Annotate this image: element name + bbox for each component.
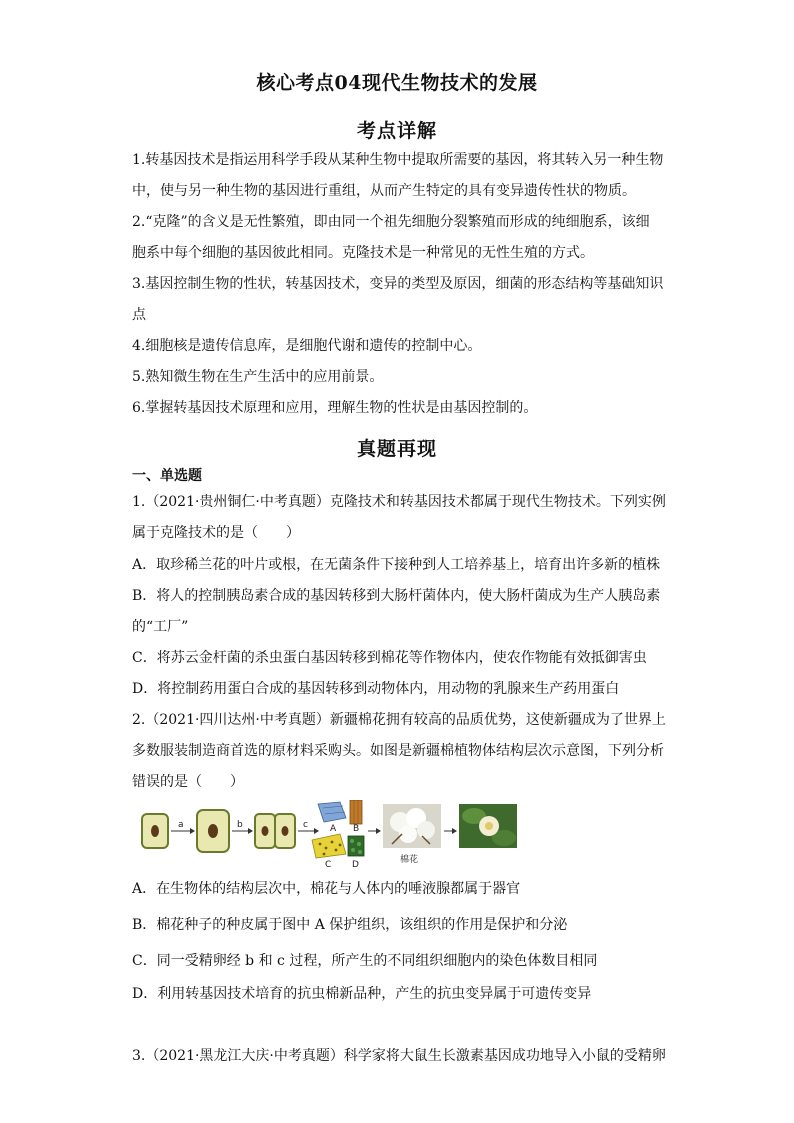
point-line: 4.细胞核是遗传信息库，是细胞代谢和遗传的控制中心。 — [132, 338, 482, 354]
cotton-plant-photo — [459, 804, 517, 848]
arrow-c — [298, 820, 319, 834]
question-1-line: 属于克隆技术的是（ ） — [132, 525, 300, 541]
tissue-d — [348, 836, 364, 868]
arrow-b — [232, 820, 253, 834]
point-line: 胞系中每个细胞的基因彼此相同。克隆技术是一种常见的无性生殖的方式。 — [132, 245, 594, 261]
question-1-option-d: D．将控制药用蛋白合成的基因转移到动物体内，用动物的乳腺来生产药用蛋白 — [132, 681, 620, 697]
question-2-option-a: A．在生物体的结构层次中，棉花与人体内的唾液腺都属于器官 — [132, 881, 521, 897]
cotton-boll-photo — [383, 804, 441, 865]
point-line: 3.基因控制生物的性状，转基因技术，变异的类型及原因，细菌的形态结构等基础知识 — [132, 276, 664, 292]
arrow-a — [171, 820, 195, 834]
label-tissue-a: A — [330, 824, 337, 834]
label-tissue-d: D — [352, 860, 359, 868]
question-2-line: 错误的是（ ） — [132, 774, 244, 790]
question-1-option-b: B．将人的控制胰岛素合成的基因转移到大肠杆菌体内，使大肠杆菌成为生产人胰岛素 — [132, 588, 661, 604]
label-organ: 棉花 — [400, 855, 419, 865]
label-tissue-b: B — [353, 824, 360, 834]
question-3-line: 3.（2021·黑龙江大庆·中考真题）科学家将大鼠生长激素基因成功地导入小鼠的受精卵 — [132, 1048, 666, 1064]
tissue-a — [318, 802, 346, 834]
section-title-past-questions: 真题再现 — [356, 438, 437, 460]
question-2-option-d: D．利用转基因技术培育的抗虫棉新品种，产生的抗虫变异属于可遗传变异 — [132, 986, 592, 1002]
grown-cell — [197, 810, 229, 852]
tissue-b — [350, 800, 362, 834]
label-tissue-c: C — [325, 860, 332, 868]
label-b: b — [237, 820, 243, 830]
cotton-structure-figure — [140, 800, 520, 868]
label-c: c — [303, 820, 308, 830]
section-title-explanation: 考点详解 — [356, 120, 437, 142]
divided-cells — [255, 814, 295, 848]
point-line: 5.熟知微生物在生产生活中的应用前景。 — [132, 369, 384, 385]
question-type-heading: 一、单选题 — [132, 468, 202, 484]
point-line: 6.掌握转基因技术原理和应用，理解生物的性状是由基因控制的。 — [132, 400, 538, 416]
document-title: 核心考点04现代生物技术的发展 — [256, 72, 538, 94]
point-line: 中，使与另一种生物的基因进行重组，从而产生特定的具有变异遗传性状的物质。 — [132, 183, 636, 199]
question-1-option-a: A．取珍稀兰花的叶片或根，在无菌条件下接种到人工培养基上，培育出许多新的植株 — [132, 557, 661, 573]
point-line: 2.“克隆”的含义是无性繁殖，即由同一个祖先细胞分裂繁殖而形成的纯细胞系，该细 — [132, 214, 650, 230]
arrow-plant — [444, 828, 457, 834]
point-line: 1.转基因技术是指运用科学手段从某种生物中提取所需要的基因，将其转入另一种生物 — [132, 152, 664, 168]
question-1-option-c: C．将苏云金杆菌的杀虫蛋白基因转移到棉花等作物体内，使农作物能有效抵御害虫 — [132, 650, 647, 666]
question-1-line: 1.（2021·贵州铜仁·中考真题）克隆技术和转基因技术都属于现代生物技术。下列实例 — [132, 494, 666, 510]
question-1-option-b-cont: 的“工厂” — [132, 619, 189, 635]
tissue-c — [312, 834, 346, 868]
arrow-organ — [368, 828, 381, 834]
label-a: a — [178, 820, 184, 830]
question-2-line: 2.（2021·四川达州·中考真题）新疆棉花拥有较高的品质优势，这使新疆成为了世界上 — [132, 712, 666, 728]
question-2-option-b: B．棉花种子的种皮属于图中 A 保护组织，该组织的作用是保护和分泌 — [132, 917, 568, 933]
question-2-line: 多数服装制造商首选的原材料采购头。如图是新疆棉植物体结构层次示意图，下列分析 — [132, 743, 664, 759]
point-line: 点 — [132, 307, 146, 323]
fertilized-egg-cell — [142, 814, 168, 848]
question-2-option-c: C．同一受精卵经 b 和 c 过程，所产生的不同组织细胞内的染色体数目相同 — [132, 953, 598, 969]
